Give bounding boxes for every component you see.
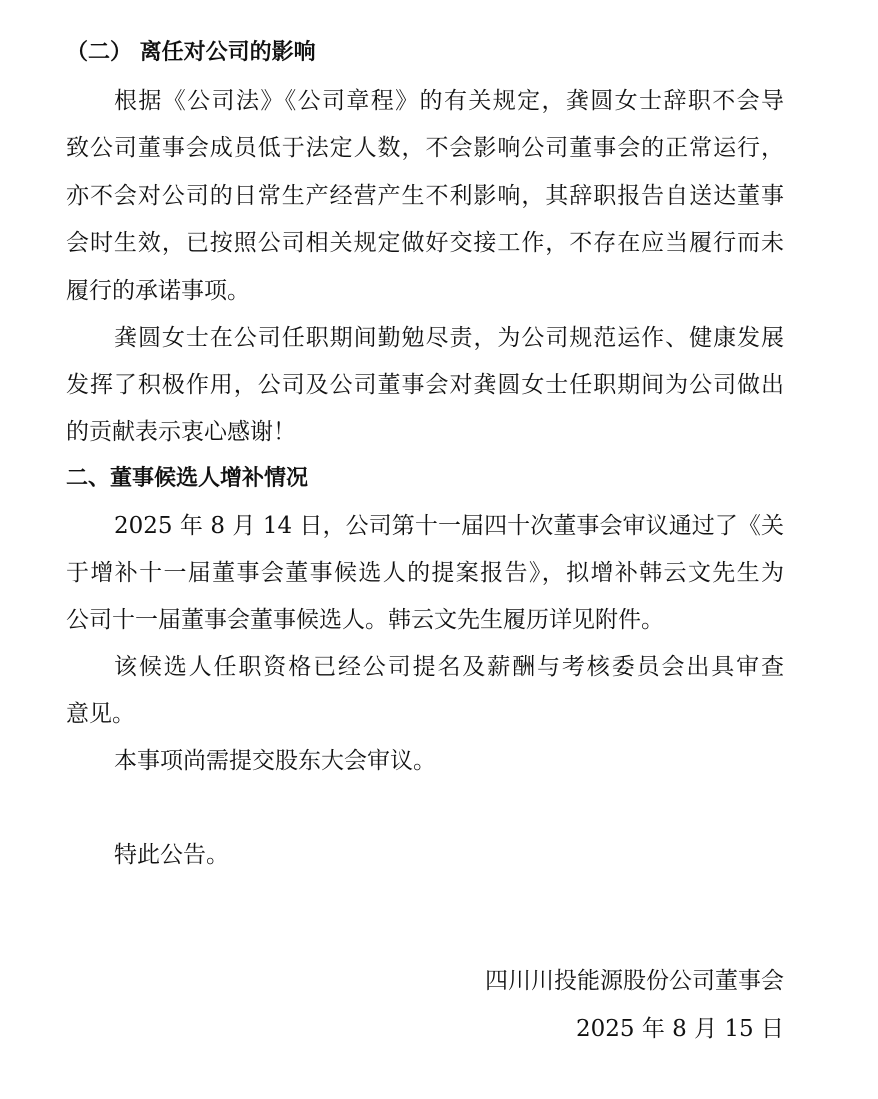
text-line: 该候选人任职资格已经公司提名及薪酬与考核委员会出具审查 (114, 654, 784, 680)
section-heading-director-candidate: 二、董事候选人增补情况 (66, 466, 309, 491)
text-line: 发挥了积极作用，公司及公司董事会对龚圆女士任职期间为公司做出 (66, 372, 784, 398)
text-line: 龚圆女士在公司任职期间勤勉尽责，为公司规范运作、健康发展 (114, 325, 784, 351)
text-line: 根据《公司法》《公司章程》的有关规定，龚圆女士辞职不会导 (114, 88, 784, 114)
text-line: 会时生效，已按照公司相关规定做好交接工作，不存在应当履行而未 (66, 230, 784, 256)
signature-company: 四川川投能源股份公司董事会 (485, 968, 784, 994)
paragraph-shareholder-approval: 本事项尚需提交股东大会审议。 (114, 748, 436, 774)
text-line: 2025 年 8 月 14 日，公司第十一届四十次董事会审议通过了《关 (114, 513, 784, 539)
signature-date: 2025 年 8 月 15 日 (576, 1016, 784, 1042)
text-line: 致公司董事会成员低于法定人数，不会影响公司董事会的正常运行， (66, 135, 784, 161)
text-line: 亦不会对公司的日常生产经营产生不利影响，其辞职报告自送达董事 (66, 183, 784, 209)
text-line: 意见。 (66, 701, 135, 727)
text-line: 履行的承诺事项。 (66, 278, 250, 304)
text-line: 于增补十一届董事会董事候选人的提案报告》，拟增补韩云文先生为 (66, 560, 784, 586)
closing-statement: 特此公告。 (114, 842, 229, 868)
section-heading-resignation-impact: （二） 离任对公司的影响 (66, 40, 316, 65)
text-line: 的贡献表示衷心感谢！ (66, 419, 296, 445)
text-line: 公司十一届董事会董事候选人。韩云文先生履历详见附件。 (66, 607, 664, 633)
